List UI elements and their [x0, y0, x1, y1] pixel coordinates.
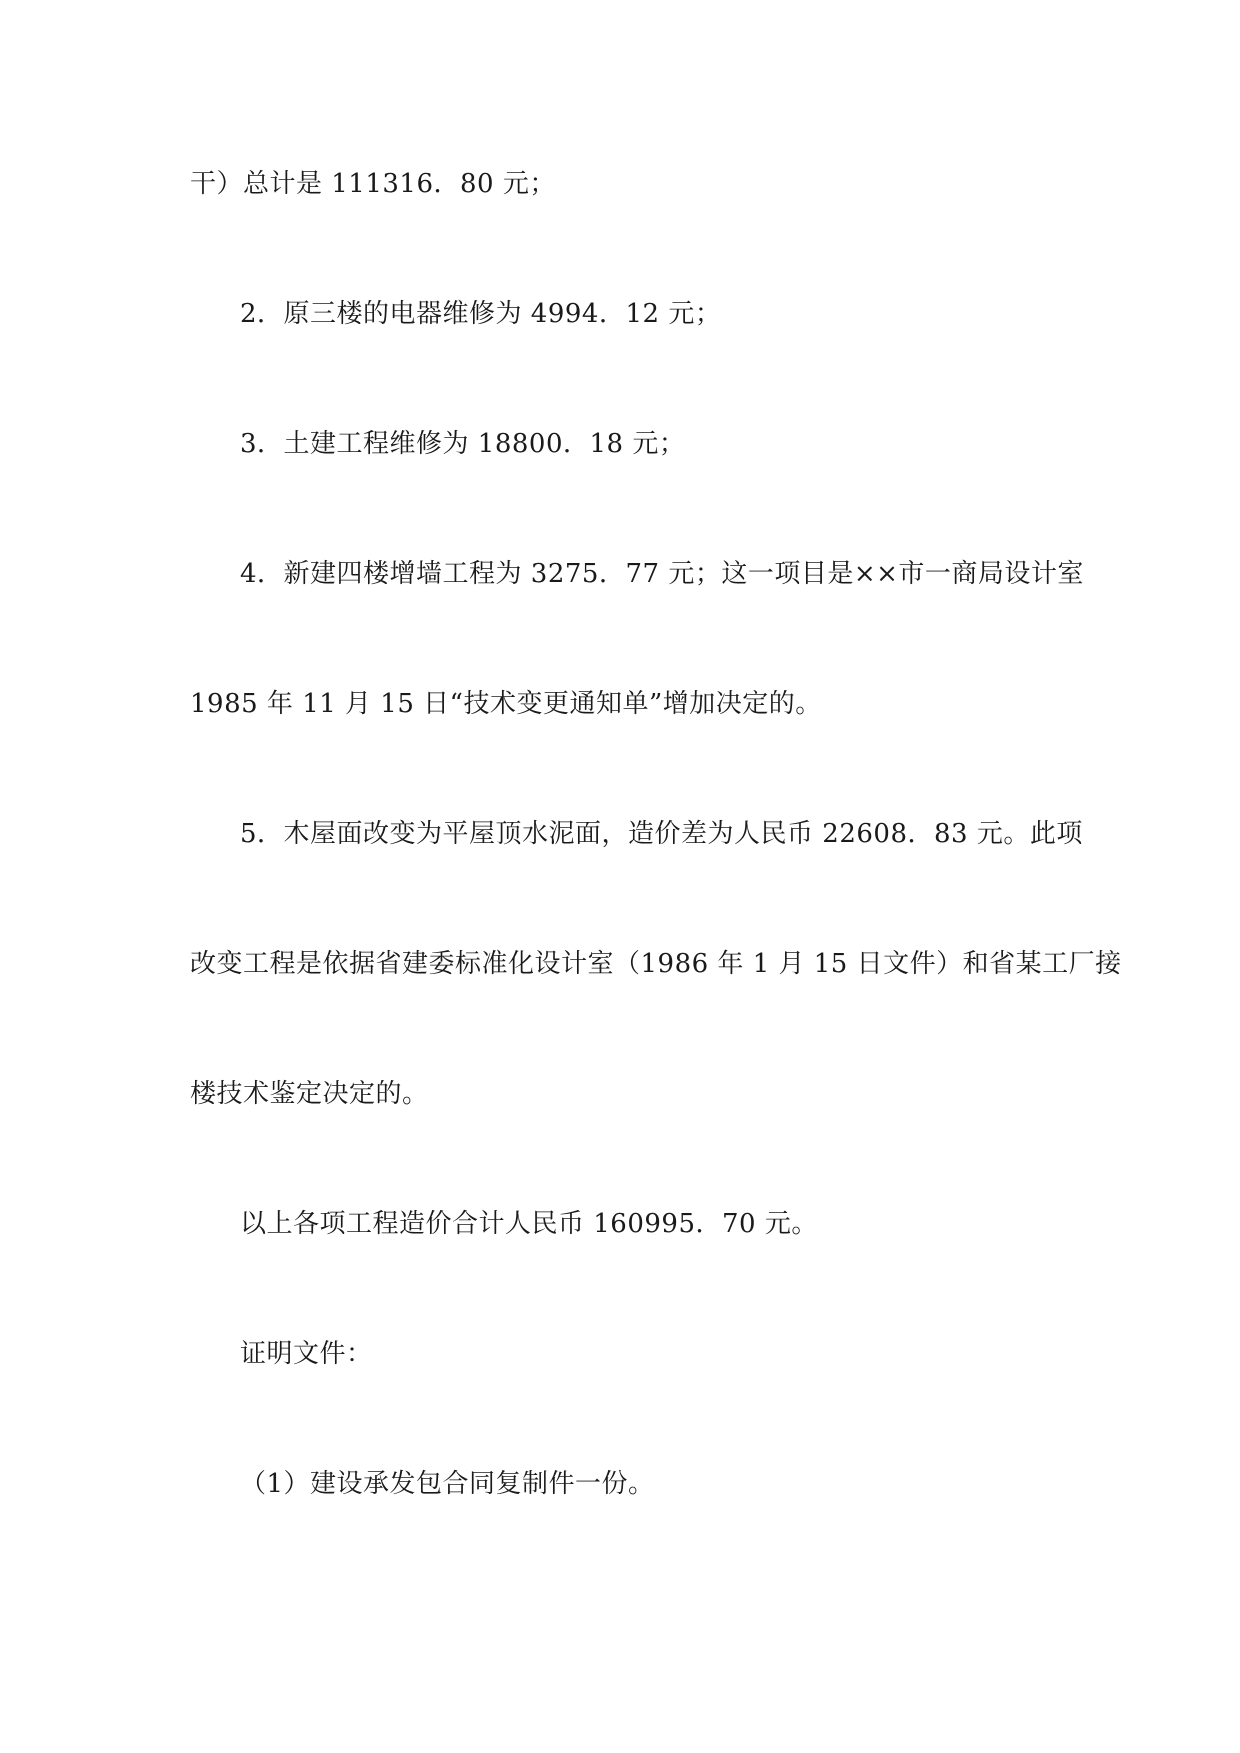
text-line-2: 2．原三楼的电器维修为 4994．12 元； — [240, 299, 722, 329]
text-line-9: 以上各项工程造价合计人民币 160995．70 元。 — [240, 1209, 818, 1239]
text-line-6: 5．木屋面改变为平屋顶水泥面，造价差为人民币 22608．83 元。此项 — [240, 819, 1083, 849]
text-line-11: （1）建设承发包合同复制件一份。 — [240, 1469, 655, 1499]
text-line-1: 干）总计是 111316．80 元； — [190, 169, 556, 199]
text-line-7: 改变工程是依据省建委标准化设计室（1986 年 1 月 15 日文件）和省某工厂接 — [190, 949, 1122, 979]
text-line-8: 楼技术鉴定决定的。 — [190, 1079, 429, 1109]
text-line-10: 证明文件： — [240, 1339, 373, 1369]
text-line-3: 3．土建工程维修为 18800．18 元； — [240, 429, 686, 459]
text-line-5: 1985 年 11 月 15 日“技术变更通知单”增加决定的。 — [190, 689, 822, 719]
text-line-4: 4．新建四楼增墙工程为 3275．77 元；这一项目是××市一商局设计室 — [240, 559, 1084, 589]
